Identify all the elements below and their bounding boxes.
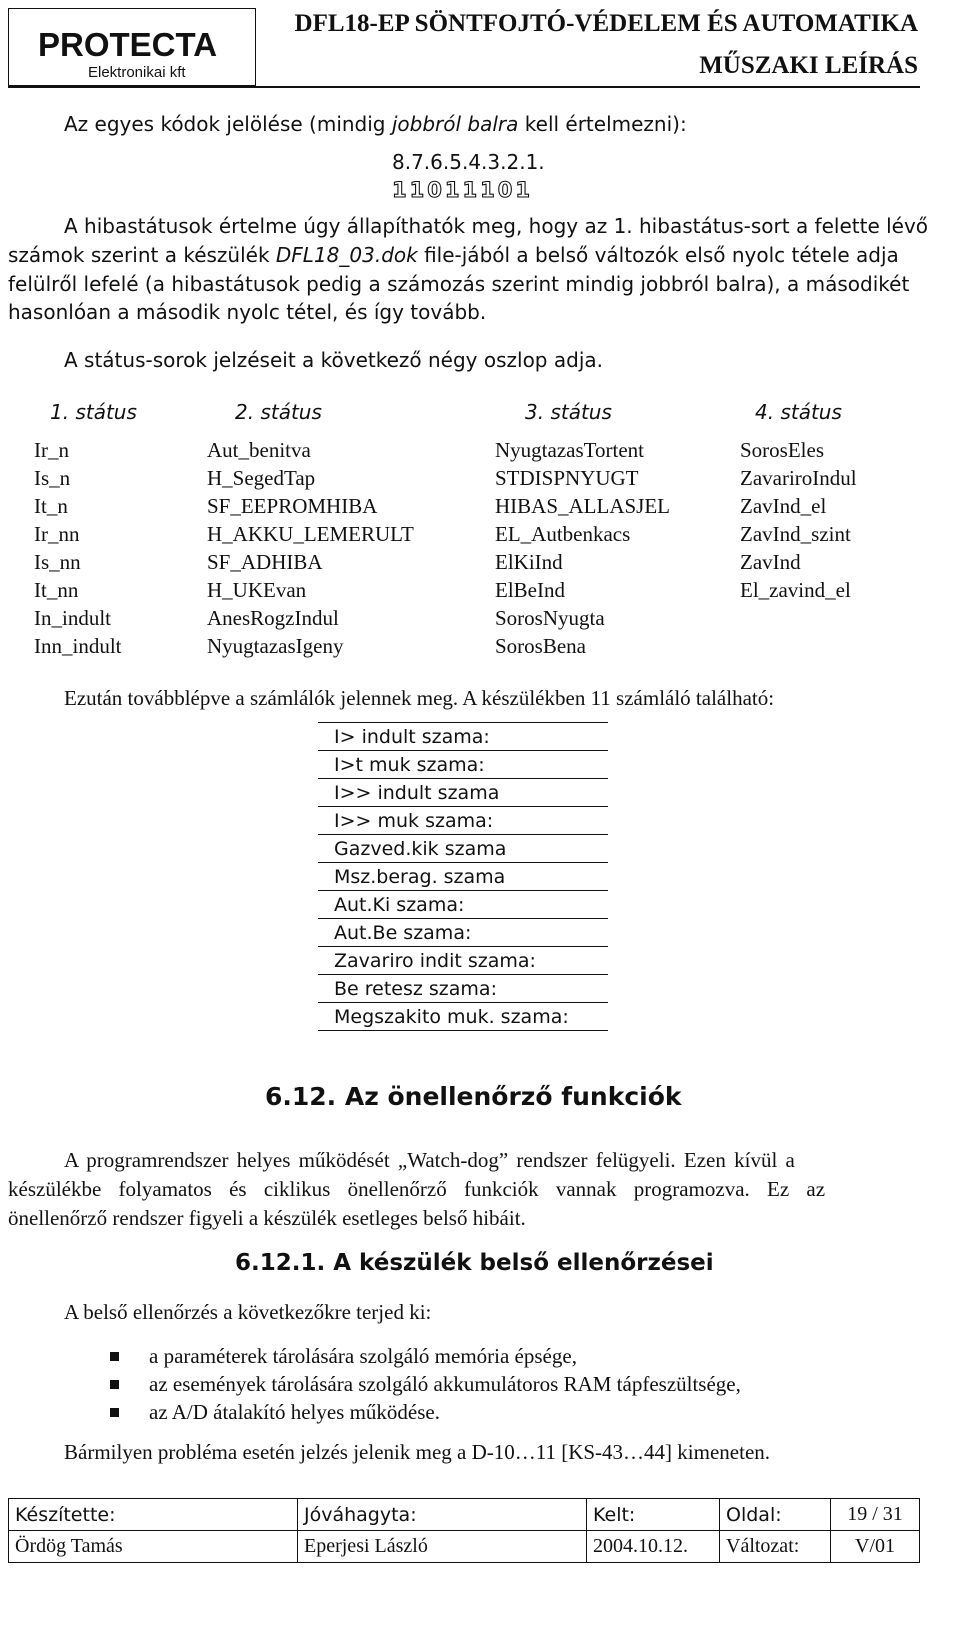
footer-row bbox=[9, 1499, 920, 1531]
counter-label: Be retesz szama: bbox=[318, 975, 608, 1003]
table-row bbox=[318, 975, 608, 1003]
page-label: Oldal: bbox=[720, 1499, 831, 1531]
status-header-4: 4. státus bbox=[755, 400, 842, 424]
version-value: V/01 bbox=[831, 1531, 920, 1563]
status-cell: SorosNyugta bbox=[495, 606, 605, 630]
bit-value: 1 bbox=[480, 178, 495, 202]
section-paragraph-line: készülékbe folyamatos és ciklikus önellenőrző funkciók vannak programozva. Ez az bbox=[8, 1177, 826, 1201]
status-cell: Ir_n bbox=[34, 438, 69, 462]
status-cell: Aut_benitva bbox=[207, 438, 311, 462]
counter-label: I>> indult szama bbox=[318, 779, 608, 807]
page-number: 19 / 31 bbox=[831, 1499, 920, 1531]
status-paragraph-text: file-jából a belső változók első nyolc tétele adja bbox=[417, 243, 899, 267]
list-item bbox=[110, 1342, 741, 1370]
table-row bbox=[318, 891, 608, 919]
status-cell: In_indult bbox=[34, 606, 111, 630]
status-column-2 bbox=[207, 436, 414, 660]
table-row bbox=[318, 807, 608, 835]
issue-date: 2004.10.12. bbox=[587, 1531, 720, 1563]
counter-label: I>t muk szama: bbox=[318, 751, 608, 779]
status-cell: H_UKEvan bbox=[207, 578, 307, 602]
prepared-label: Készítette: bbox=[9, 1499, 298, 1531]
status-column-3 bbox=[495, 436, 670, 660]
status-cell: ZavariroIndul bbox=[740, 466, 857, 490]
table-row bbox=[318, 835, 608, 863]
status-column-4 bbox=[740, 436, 857, 604]
approved-by: Eperjesi László bbox=[298, 1531, 587, 1563]
status-paragraph-line: A hibastátusok értelme úgy állapíthatók meg, hogy az 1. hibastátus-sort a felette lévő bbox=[64, 214, 929, 238]
status-cell: SF_EEPROMHIBA bbox=[207, 494, 378, 518]
codes-intro-prefix: Az egyes kódok jelölése (mindig bbox=[64, 112, 392, 136]
section-paragraph-line: A programrendszer helyes működését „Watch-dog” rendszer felügyeli. Ezen kívül a bbox=[64, 1148, 795, 1172]
bit-value: 1 bbox=[409, 178, 425, 202]
footer-row bbox=[9, 1531, 920, 1563]
bit-positions: 8.7.6.5.4.3.2.1. bbox=[392, 150, 545, 174]
counter-label: Msz.berag. szama bbox=[318, 863, 608, 891]
status-cell: H_AKKU_LEMERULT bbox=[207, 522, 414, 546]
status-paragraph-line bbox=[8, 241, 899, 270]
list-item-text: az események tárolására szolgáló akkumulátoros RAM tápfeszültsége, bbox=[149, 1372, 741, 1396]
bullet-square-icon bbox=[110, 1352, 119, 1361]
list-item bbox=[110, 1398, 741, 1426]
codes-intro-suffix: kell értelmezni): bbox=[518, 112, 687, 136]
status-cell: ZavInd bbox=[740, 550, 801, 574]
status-cell: SF_ADHIBA bbox=[207, 550, 323, 574]
prepared-by: Ördög Tamás bbox=[9, 1531, 298, 1563]
document-title: DFL18-EP SÖNTFOJTÓ-VÉDELEM ÉS AUTOMATIKA bbox=[294, 10, 918, 37]
status-cell: SorosEles bbox=[740, 438, 824, 462]
status-cell: ElKiInd bbox=[495, 550, 563, 574]
status-paragraph-text: számok szerint a készülék bbox=[8, 243, 276, 267]
status-paragraph-filename: DFL18_03.dok bbox=[275, 243, 418, 267]
bit-value: 0 bbox=[497, 178, 513, 202]
counters-table bbox=[318, 722, 608, 1031]
bit-value: 0 bbox=[427, 178, 442, 202]
status-cell: HIBAS_ALLASJEL bbox=[495, 494, 671, 518]
status-header-3: 3. státus bbox=[525, 400, 612, 424]
closing-sentence: Bármilyen probléma esetén jelzés jelenik meg a D-10…11 [KS-43…44] kimeneten. bbox=[64, 1440, 771, 1464]
bit-value: 1 bbox=[462, 178, 478, 202]
counter-label: I>> muk szama: bbox=[318, 807, 608, 835]
counter-label: Aut.Be szama: bbox=[318, 919, 608, 947]
status-paragraph-line: hasonlóan a második nyolc tétel, és így tovább. bbox=[8, 300, 487, 324]
list-item-text: az A/D átalakító helyes működése. bbox=[149, 1400, 440, 1424]
status-header-2: 2. státus bbox=[235, 400, 322, 424]
version-label: Változat: bbox=[720, 1531, 831, 1563]
counter-label: Megszakito muk. szama: bbox=[318, 1003, 608, 1031]
counters-intro: Ezután továbblépve a számlálók jelennek meg. A készülékben 11 számláló található: bbox=[64, 686, 775, 710]
status-cell: Inn_indult bbox=[34, 634, 122, 658]
bullet-square-icon bbox=[110, 1380, 119, 1389]
checks-list bbox=[110, 1342, 741, 1426]
columns-intro: A státus-sorok jelzéseit a következő négy oszlop adja. bbox=[64, 348, 603, 372]
status-cell: ZavInd_szint bbox=[740, 522, 851, 546]
section-heading-6-12-1: 6.12.1. A készülék belső ellenőrzései bbox=[235, 1250, 714, 1276]
status-cell: EL_Autbenkacs bbox=[495, 522, 631, 546]
status-cell: STDISPNYUGT bbox=[495, 466, 639, 490]
status-cell: AnesRogzIndul bbox=[207, 606, 339, 630]
bullet-square-icon bbox=[110, 1408, 119, 1417]
status-cell: Is_nn bbox=[34, 550, 81, 574]
approved-label: Jóváhagyta: bbox=[298, 1499, 587, 1531]
section-heading-6-12: 6.12. Az önellenőrző funkciók bbox=[265, 1082, 682, 1111]
counter-label: Gazved.kik szama bbox=[318, 835, 608, 863]
codes-intro bbox=[64, 110, 687, 139]
status-cell: El_zavind_el bbox=[740, 578, 851, 602]
table-row bbox=[318, 1003, 608, 1031]
document-subtitle: MŰSZAKI LEÍRÁS bbox=[699, 52, 918, 79]
counter-label: Aut.Ki szama: bbox=[318, 891, 608, 919]
checks-intro: A belső ellenőrzés a következőkre terjed ki: bbox=[64, 1300, 432, 1324]
bit-value: 1 bbox=[515, 178, 530, 202]
section-paragraph-line: önellenőrző rendszer figyeli a készülék esetleges belső hibáit. bbox=[8, 1206, 526, 1230]
status-cell: Ir_nn bbox=[34, 522, 80, 546]
table-row bbox=[318, 751, 608, 779]
table-row bbox=[318, 723, 608, 751]
status-cell: It_nn bbox=[34, 578, 79, 602]
date-label: Kelt: bbox=[587, 1499, 720, 1531]
bit-value: 1 bbox=[392, 178, 407, 202]
status-cell: NyugtazasTortent bbox=[495, 438, 644, 462]
document-footer bbox=[8, 1498, 920, 1563]
status-cell: SorosBena bbox=[495, 634, 586, 658]
bit-value: 1 bbox=[444, 178, 460, 202]
list-item bbox=[110, 1370, 741, 1398]
status-cell: ElBeInd bbox=[495, 578, 565, 602]
table-row bbox=[318, 779, 608, 807]
status-cell: H_SegedTap bbox=[207, 466, 316, 490]
table-row bbox=[318, 863, 608, 891]
table-row bbox=[318, 919, 608, 947]
counter-label: I> indult szama: bbox=[318, 723, 608, 751]
status-cell: NyugtazasIgeny bbox=[207, 634, 344, 658]
logo-wordmark: PROTECTA bbox=[38, 26, 218, 63]
status-cell: ZavInd_el bbox=[740, 494, 827, 518]
bit-values bbox=[392, 178, 530, 202]
status-header-1: 1. státus bbox=[50, 400, 137, 424]
list-item-text: a paraméterek tárolására szolgáló memória épsége, bbox=[149, 1344, 577, 1368]
codes-intro-emphasis: jobbról balra bbox=[391, 112, 519, 136]
counter-label: Zavariro indit szama: bbox=[318, 947, 608, 975]
status-column-1 bbox=[34, 436, 122, 660]
status-paragraph-line: felülről lefelé (a hibastátusok pedig a számozás szerint mindig jobbról balra), a másodikét bbox=[8, 272, 910, 296]
status-cell: It_n bbox=[34, 494, 68, 518]
logo-subtitle: Elektronikai kft bbox=[88, 64, 186, 81]
status-cell: Is_n bbox=[34, 466, 71, 490]
header-divider bbox=[8, 86, 920, 88]
table-row bbox=[318, 947, 608, 975]
